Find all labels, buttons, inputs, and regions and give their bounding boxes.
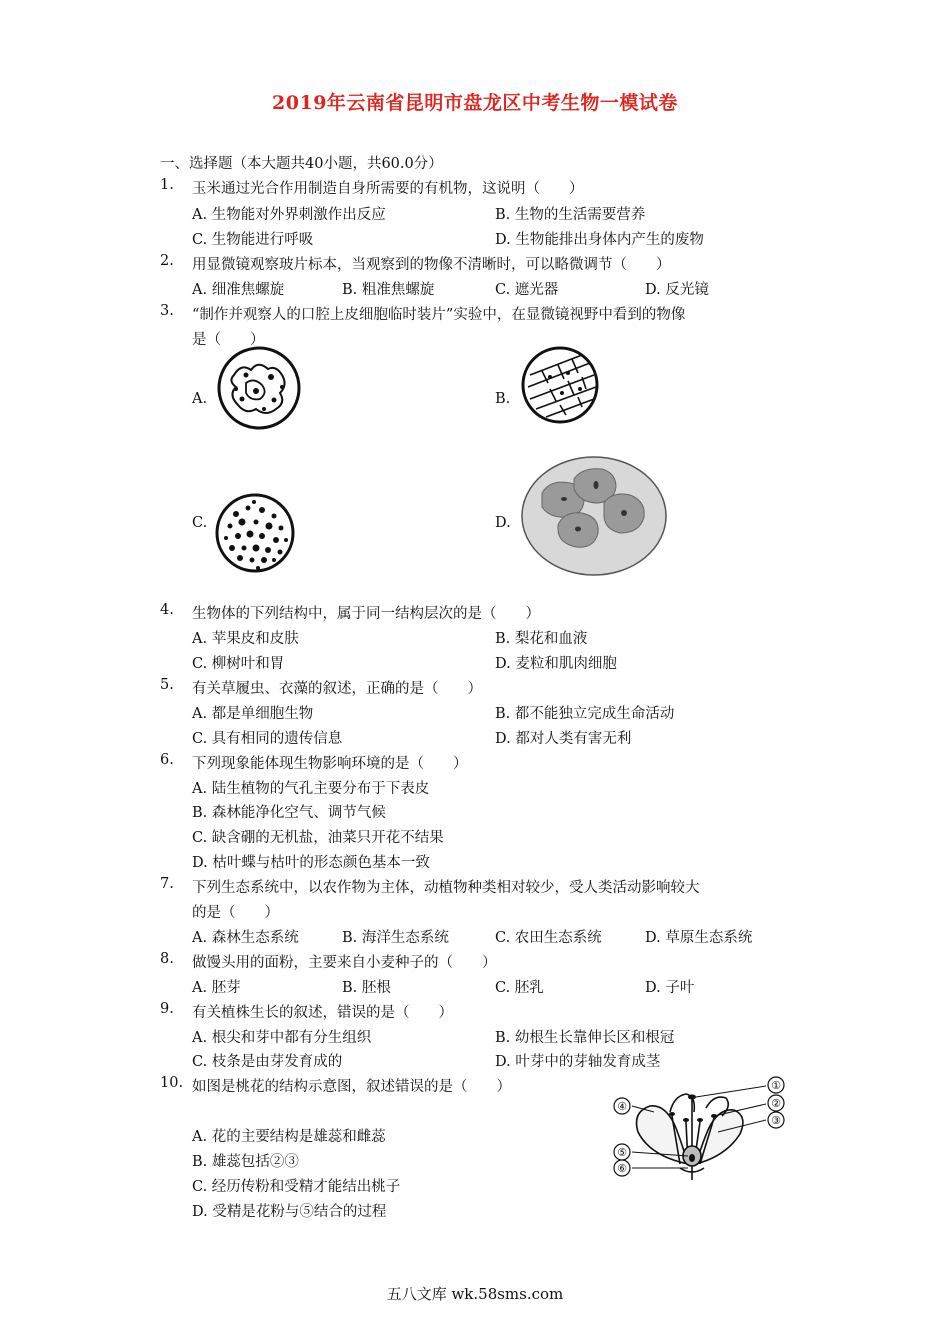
question-text: 做馒头用的面粉，主要来自小麦种子的（ ）	[192, 955, 497, 971]
question-text: 下列生态系统中，以农作物为主体，动植物种类相对较少，受人类活动影响较大	[192, 880, 700, 896]
question-number: 5.	[160, 677, 174, 693]
microscope-view-a	[216, 345, 302, 431]
option-d: D. 草原生态系统	[645, 930, 753, 946]
question-text-cont: 的是（ ）	[192, 905, 279, 921]
question-text: 如图是桃花的结构示意图，叙述错误的是（ ）	[192, 1079, 511, 1095]
question-number: 8.	[160, 951, 174, 967]
question-number: 3.	[160, 303, 174, 319]
option-d: D. 叶芽中的芽轴发育成茎	[495, 1054, 661, 1070]
option-b: B. 粗准焦螺旋	[342, 282, 435, 298]
question-number: 6.	[160, 752, 174, 768]
question-text: 用显微镜观察玻片标本，当观察到的物像不清晰时，可以略微调节（ ）	[192, 257, 671, 273]
question-number: 1.	[160, 177, 174, 193]
option-c: C. 柳树叶和胃	[192, 656, 285, 672]
question-text: 有关草履虫、衣藻的叙述，正确的是（ ）	[192, 681, 482, 697]
option-b: B. 森林能净化空气、调节气候	[192, 805, 386, 821]
label-1: ①	[771, 1079, 781, 1092]
option-b: B. 都不能独立完成生命活动	[495, 706, 675, 722]
footer-watermark: 五八文库 wk.58sms.com	[386, 1285, 564, 1303]
option-c: C. 遮光器	[495, 282, 559, 298]
question-number: 7.	[160, 876, 174, 892]
option-b: B. 胚根	[342, 980, 391, 996]
question-number: 4.	[160, 602, 174, 618]
question-text: 生物体的下列结构中，属于同一结构层次的是（ ）	[192, 606, 540, 622]
option-c: C. 缺含硼的无机盐，油菜只开花不结果	[192, 830, 444, 846]
label-2: ②	[771, 1097, 781, 1110]
section-heading: 一、选择题（本大题共40小题，共60.0分）	[160, 156, 443, 172]
option-a: A. 生物能对外界刺激作出反应	[192, 207, 386, 223]
option-d: D. 子叶	[645, 980, 695, 996]
option-d: D. 受精是花粉与⑤结合的过程	[192, 1204, 387, 1220]
option-c: C. 枝条是由芽发育成的	[192, 1054, 343, 1070]
option-a: A. 陆生植物的气孔主要分布于下表皮	[192, 781, 430, 797]
page-title: 2019年云南省昆明市盘龙区中考生物一模试卷	[272, 92, 678, 114]
option-b: B. 海洋生态系统	[342, 930, 449, 946]
option-b: B. 雄蕊包括②③	[192, 1154, 299, 1170]
option-a: A. 花的主要结构是雄蕊和雌蕊	[192, 1129, 386, 1145]
option-d: D. 都对人类有害无利	[495, 731, 632, 747]
option-b: B.	[495, 391, 511, 407]
option-c: C. 具有相同的遗传信息	[192, 731, 343, 747]
question-text: 玉米通过光合作用制造自身所需要的有机物，这说明（ ）	[192, 181, 584, 197]
option-d: D. 麦粒和肌肉细胞	[495, 656, 617, 672]
option-c: C.	[192, 515, 208, 531]
label-4: ④	[617, 1100, 627, 1113]
option-c: C. 胚乳	[495, 980, 544, 996]
label-3: ③	[771, 1114, 781, 1127]
option-a: A. 胚芽	[192, 980, 241, 996]
option-c: C. 经历传粉和受精才能结出桃子	[192, 1179, 401, 1195]
option-d: D. 生物能排出身体内产生的废物	[495, 232, 704, 248]
option-c: C. 农田生态系统	[495, 930, 602, 946]
label-6: ⑥	[617, 1162, 627, 1175]
option-a: A. 根尖和芽中都有分生组织	[192, 1030, 372, 1046]
question-number: 2.	[160, 253, 174, 269]
option-b: B. 梨花和血液	[495, 631, 588, 647]
option-d: D.	[495, 515, 511, 531]
microscope-view-b	[520, 345, 600, 425]
question-text-cont: 是（ ）	[192, 332, 265, 348]
option-a: A.	[192, 391, 208, 407]
option-a: A. 森林生态系统	[192, 930, 299, 946]
question-text: 有关植株生长的叙述，错误的是（ ）	[192, 1005, 453, 1021]
option-b: B. 生物的生活需要营养	[495, 207, 646, 223]
microscope-view-d	[520, 455, 670, 577]
question-text: 下列现象能体现生物影响环境的是（ ）	[192, 756, 468, 772]
microscope-view-c	[214, 492, 296, 574]
label-5: ⑤	[617, 1146, 627, 1159]
question-number: 9.	[160, 1001, 174, 1017]
option-c: C. 生物能进行呼吸	[192, 232, 314, 248]
peach-flower-diagram	[610, 1072, 795, 1182]
option-d: D. 反光镜	[645, 282, 709, 298]
option-a: A. 苹果皮和皮肤	[192, 631, 299, 647]
option-b: B. 幼根生长靠伸长区和根冠	[495, 1030, 675, 1046]
option-a: A. 都是单细胞生物	[192, 706, 314, 722]
option-a: A. 细准焦螺旋	[192, 282, 285, 298]
option-d: D. 枯叶蝶与枯叶的形态颜色基本一致	[192, 855, 430, 871]
question-text: “制作并观察人的口腔上皮细胞临时装片”实验中，在显微镜视野中看到的物像	[192, 307, 686, 323]
question-number: 10.	[160, 1075, 184, 1091]
